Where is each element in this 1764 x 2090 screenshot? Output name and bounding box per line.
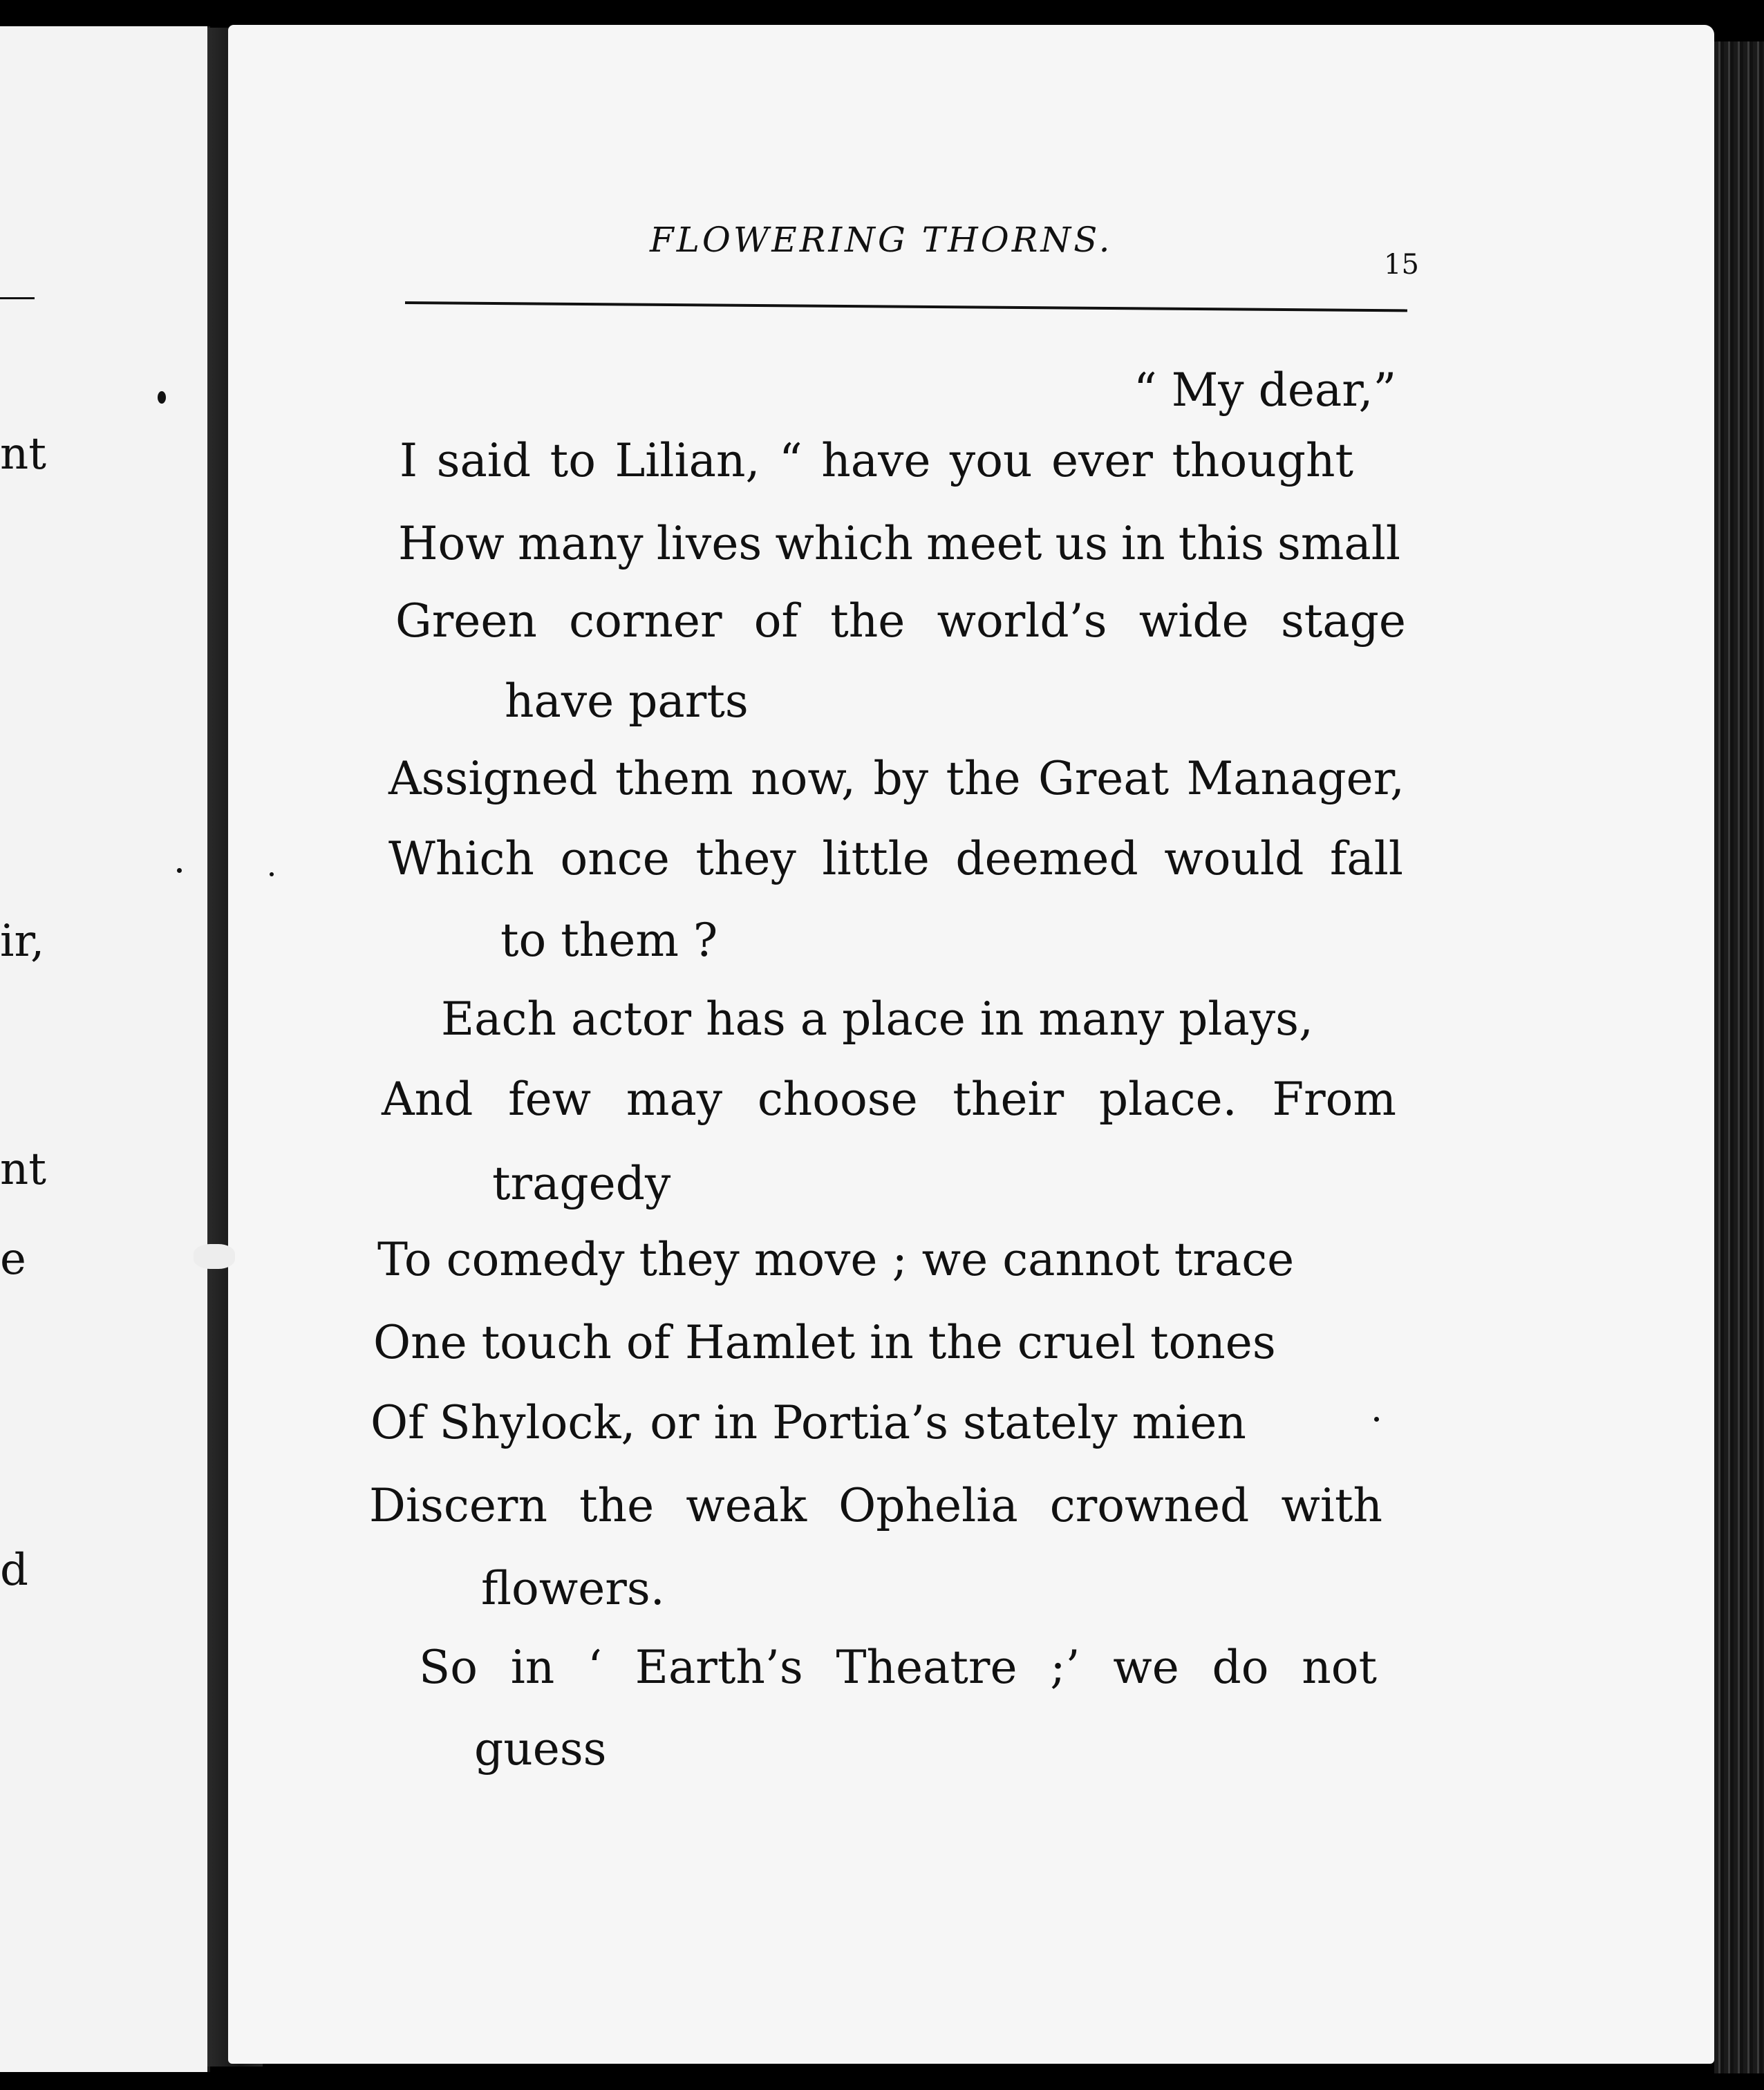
poem-line: So in ‘ Earth’s Theatre ;’ we do not xyxy=(419,1641,1377,1694)
binding-nick xyxy=(194,1244,235,1269)
ink-speck xyxy=(270,872,274,876)
previous-page-fragment: d xyxy=(0,1545,28,1596)
poem-line: to them ? xyxy=(500,914,718,967)
previous-page-fragment: ir, xyxy=(0,916,45,967)
poem-line: “ My dear,” xyxy=(1134,364,1397,417)
running-head-title: FLOWERING THORNS. xyxy=(650,220,1113,260)
poem-line: flowers. xyxy=(481,1562,665,1615)
poem-line: How many lives which meet us in this small xyxy=(398,517,1400,570)
poem-line: guess xyxy=(474,1722,607,1776)
previous-page xyxy=(0,26,210,2072)
previous-page-fragment: nt xyxy=(0,429,46,480)
poem-line: tragedy xyxy=(492,1157,671,1210)
poem-line: Of Shylock, or in Portia’s stately mien xyxy=(370,1396,1246,1449)
poem-line: One touch of Hamlet in the cruel tones xyxy=(373,1316,1276,1369)
poem-line-text: Green corner of the world’s wide stage xyxy=(395,594,1406,648)
ink-speck xyxy=(1374,1417,1379,1422)
poem-line xyxy=(395,594,1406,648)
poem-line: Assigned them now, by the Great Manager, xyxy=(388,752,1405,805)
poem-line: Each actor has a place in many plays, xyxy=(441,992,1313,1046)
previous-page-fragment: e xyxy=(0,1234,26,1285)
ink-speck xyxy=(177,868,182,873)
page-number: 15 xyxy=(1384,249,1419,281)
poem-line: have parts xyxy=(505,675,749,728)
previous-page-fragment: nt xyxy=(0,1144,46,1195)
poem-line: Discern the weak Ophelia crowned with xyxy=(369,1479,1382,1532)
ink-speck xyxy=(158,391,166,404)
poem-line: Which once they little deemed would fall xyxy=(388,832,1403,885)
poem-line: I said to Lilian, “ have you ever thought xyxy=(400,434,1353,487)
poem-line: And few may choose their place. From xyxy=(382,1073,1396,1126)
page-edges xyxy=(1714,41,1764,2073)
poem-line: To comedy they move ; we cannot trace xyxy=(377,1233,1295,1286)
previous-page-rule xyxy=(0,297,35,299)
